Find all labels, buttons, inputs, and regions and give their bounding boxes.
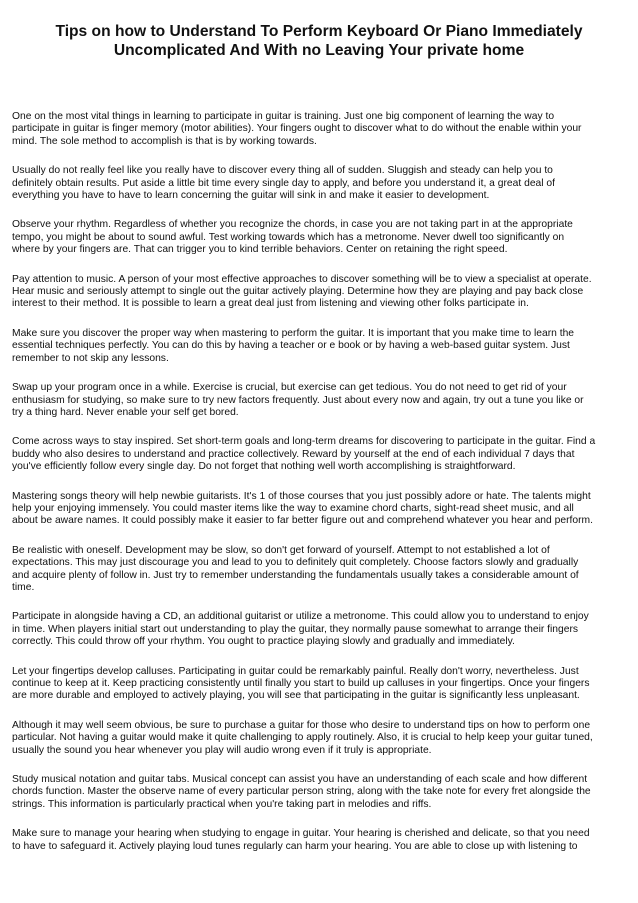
paragraph: Study musical notation and guitar tabs. Musical concept can assist you have an understanding of each scale and how different chords function. Master the observe name of every particular person string, along with the take note for every fret alongside the strings. This information is particularly practical when you're taking part in melodies and riffs. (12, 774, 591, 810)
paragraph: Come across ways to stay inspired. Set short-term goals and long-term dreams for discovering to participate in the guitar. Find a buddy who also desires to understand and practice collectively. Reward by yourself at the end of each individual 7 days that you've efficiently follow every single day. Do not forget that nothing well worth accomplishing is straightforward. (12, 436, 596, 473)
paragraph: Be realistic with oneself. Development may be slow, so don't get forward of yourself. Attempt to not established a lot of expectations. This may just discourage you and lead to you to definitely quit completely. Choose factors slowly and gradually and acquire plenty of follow in. Just try to remember understanding the fundamentals usually takes a considerable amount of time. (12, 544, 579, 593)
paragraph: Mastering songs theory will help newbie guitarists. It's 1 of those courses that you just possibly adore or hate. The talents might help your enjoying immensely. You could master items like the way to examine chord charts, sight-read sheet music, and all about be aware names. It could possibly make it easier to far better figure out and comprehend whatever you hear and perform. (12, 490, 593, 527)
paragraph: Make sure you discover the proper way when mastering to perform the guitar. It is important that you make time to learn the essential techniques perfectly. You can do this by having a teacher or e book or by having a web-based guitar system. Just remember to not skip any lessons. (12, 327, 575, 364)
paragraph: Observe your rhythm. Regardless of whether you recognize the chords, in case you are not taking part in at the appropriate tempo, you might be about to sound awful. Test working towards which has a metronome. Never dwell too significantly on where by your fingers are. That can trigger you to kind terrible behaviors. Center on retaining the right speed. (12, 219, 573, 256)
document-title (18, 22, 620, 60)
document-body (12, 111, 628, 870)
title-line-2: Uncomplicated And With no Leaving Your private home (113, 42, 525, 59)
title-line-1: Tips on how to Understand To Perform Keyboard Or Piano Immediately (55, 23, 583, 40)
paragraph: Usually do not really feel like you really have to discover every thing all of sudden. Sluggish and steady can help you to definitely obtain results. Put aside a little bit time every single day to apply, and before you understand it, a great deal of everything you have to have to learn concerning the guitar will sink in and make it easier to development. (12, 165, 556, 202)
paragraph: Make sure to manage your hearing when studying to engage in guitar. Your hearing is cherished and delicate, so that you need to have to safeguard it. Actively playing loud tunes regularly can harm your hearing. You are able to close up with listening to (12, 828, 590, 852)
paragraph: One on the most vital things in learning to participate in guitar is training. Just one big component of learning the way to participate in guitar is finger memory (motor abilities). Your fingers ought to discover what to do without the enable within your mind. The sole method to accomplish is that is by working towards. (12, 111, 582, 147)
paragraph: Let your fingertips develop calluses. Participating in guitar could be remarkably painful. Really don't worry, nevertheless. Just continue to keep at it. Keep practicing consistently until finally you start to build up calluses in your fingertips. Once your fingers are more durable and employed to actively playing, you will see that participating in the guitar is significantly less unpleasant. (12, 665, 590, 702)
paragraph: Pay attention to music. A person of your most effective approaches to discover something will be to view a specialist at operate. Hear music and seriously attempt to single out the guitar actively playing. Determine how they are playing and pay back close interest to their method. It is possible to learn a great deal just from listening and viewing other folks participate in. (12, 273, 592, 310)
paragraph: Swap up your program once in a while. Exercise is crucial, but exercise can get tedious. You do not need to get rid of your enthusiasm for studying, so make sure to try new factors frequently. Just about every now and again, try out a tune you like or try a thing hard. Never enable your self get bored. (12, 382, 584, 418)
paragraph: Participate in alongside having a CD, an additional guitarist or utilize a metronome. This could allow you to understand to enjoy in time. When players initial start out understanding to play the guitar, they normally pause somewhat to arrange their fingers correctly. This could throw off your rhythm. You ought to practice playing slowly and gradually and immediately. (12, 611, 589, 648)
paragraph: Although it may well seem obvious, be sure to purchase a guitar for those who desire to understand tips on how to perform one particular. Not having a guitar would make it quite challenging to apply routinely. Also, it is crucial to help keep your guitar tuned, usually the sound you hear whenever you play will audio wrong even if it truly is appropriate. (12, 719, 593, 756)
